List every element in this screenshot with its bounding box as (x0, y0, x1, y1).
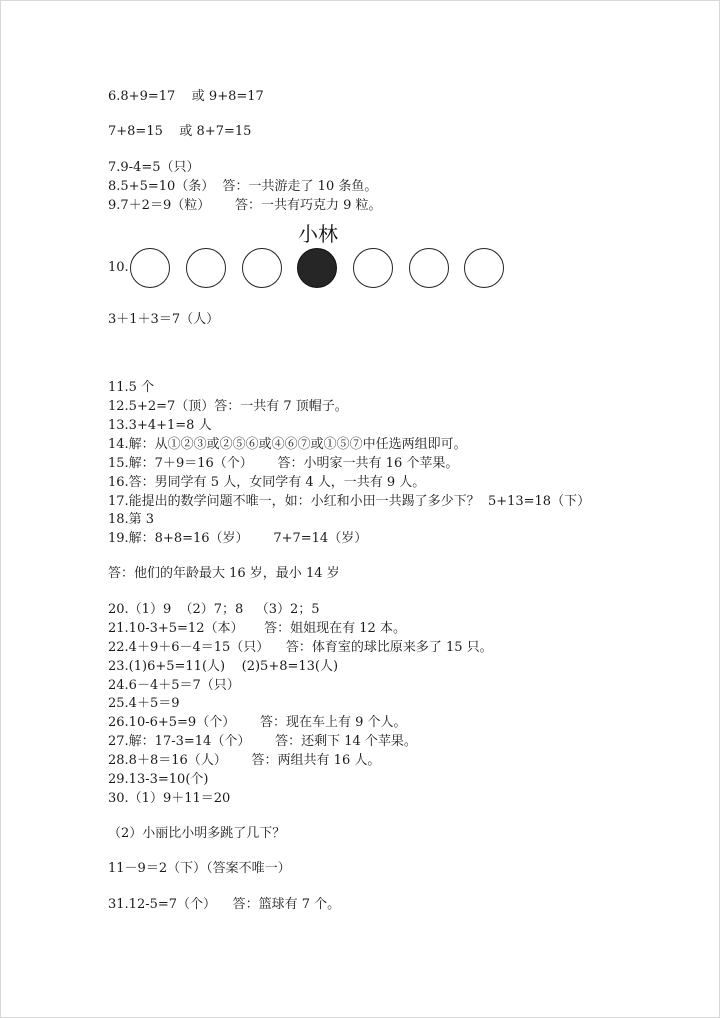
answer-19: 19.解：8+8=16（岁） 7+7=14（岁） (108, 531, 368, 546)
answer-21: 21.10-3+5=12（本） 答：姐姐现在有 12 本。 (108, 621, 406, 636)
answer-13: 13.3+4+1=8 人 (108, 418, 212, 433)
question-10-figure (108, 248, 528, 298)
answer-30-question-2: （2）小丽比小明多跳了几下？ (108, 826, 286, 841)
answer-12: 12.5+2=7（顶）答：一共有 7 顶帽子。 (108, 399, 348, 414)
answer-10-equation: 3＋1＋3＝7（人） (108, 312, 220, 327)
circle-2 (186, 248, 226, 288)
answer-18: 18.第 3 (108, 512, 155, 527)
answer-27: 27.解：17-3=14（个） 答：还剩下 14 个苹果。 (108, 734, 417, 749)
answer-16: 16.答：男同学有 5 人，女同学有 4 人，一共有 9 人。 (108, 475, 426, 490)
answer-15: 15.解：7＋9＝16（个） 答：小明家一共有 16 个苹果。 (108, 456, 459, 471)
answer-24: 24.6－4＋5＝7（只） (108, 678, 240, 693)
answer-30: 30.（1）9＋11＝20 (108, 791, 231, 806)
answer-26: 26.10-6+5=9（个） 答：现在车上有 9 个人。 (108, 715, 407, 730)
answer-9: 9.7＋2＝9（粒） 答：一共有巧克力 9 粒。 (108, 198, 382, 213)
answer-7: 7.9-4=5（只） (108, 160, 200, 175)
answer-11: 11.5 个 (108, 380, 155, 395)
answer-28: 28.8＋8＝16（人） 答：两组共有 16 人。 (108, 753, 381, 768)
circle-5 (353, 248, 393, 288)
circle-1 (130, 248, 170, 288)
answer-31: 31.12-5=7（个） 答：篮球有 7 个。 (108, 897, 341, 912)
circle-4-filled (297, 248, 337, 288)
circle-3 (242, 248, 282, 288)
answer-17: 17.能提出的数学问题不唯一，如：小红和小田一共踢了多少下？ 5+13=18（下） (108, 494, 591, 509)
answer-19-conclusion: 答：他们的年龄最大 16 岁，最小 14 岁 (108, 566, 340, 581)
answer-25: 25.4＋5＝9 (108, 696, 180, 711)
answer-20: 20.（1）9 （2）7；8 （3）2；5 (108, 602, 320, 617)
answer-30-equation-2: 11－9＝2（下）（答案不唯一） (108, 861, 291, 876)
answer-22: 22.4＋9＋6－4＝15（只） 答：体育室的球比原来多了 15 只。 (108, 640, 493, 655)
xiaolin-label: 小林 (298, 222, 338, 246)
answer-10-number: 10. (108, 260, 129, 275)
answer-29: 29.13-3=10(个) (108, 772, 209, 787)
answer-8: 8.5+5=10（条） 答：一共游走了 10 条鱼。 (108, 179, 378, 194)
answer-14: 14.解：从①②③或②⑤⑥或④⑥⑦或①⑤⑦中任选两组即可。 (108, 437, 467, 452)
circle-7 (464, 248, 504, 288)
answer-6-line-2: 7+8=15 或 8+7=15 (108, 124, 252, 139)
circle-6 (409, 248, 449, 288)
answer-23: 23.(1)6+5=11(人) (2)5+8=13(人) (108, 659, 339, 674)
answer-6-line-1: 6.8+9=17 或 9+8=17 (108, 89, 264, 104)
